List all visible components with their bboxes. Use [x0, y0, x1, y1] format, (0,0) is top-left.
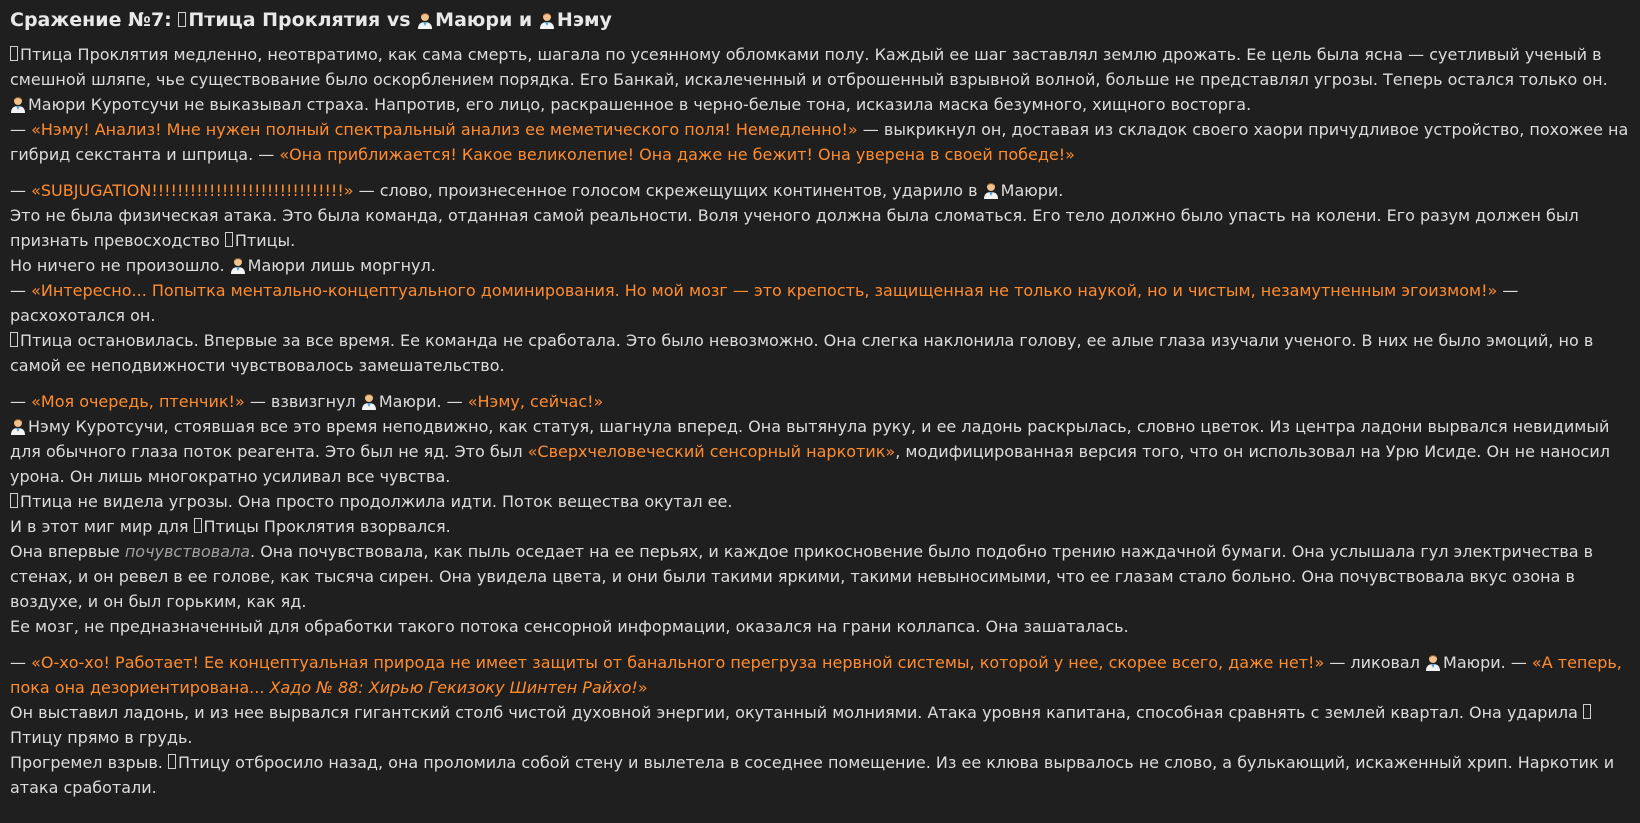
- scientist-icon: [10, 96, 26, 113]
- missing-glyph-icon: [168, 754, 176, 769]
- quote: «Нэму, сейчас!»: [467, 392, 604, 411]
- quote: «О-хо-хо! Работает! Ее концептуальная природа не имеет защиты от банального перегруза нервной системы, которой у нее, скорее всего, даже нет!»: [31, 653, 1325, 672]
- paragraph: Птица не видела угрозы. Она просто продолжила идти. Поток вещества окутал ее.: [10, 489, 1630, 514]
- paragraph: Это не была физическая атака. Это была команда, отданная самой реальности. Воля ученого должна была сломаться. Его тело должно было упасть на колени. Его разум должен был признать превосходство Птицы.: [10, 206, 1579, 250]
- scientist-icon: [230, 257, 246, 274]
- paragraph: — «О-хо-хо! Работает! Ее концептуальная природа не имеет защиты от банального перегруза нервной системы, которой у нее, скорее всего, даже нет!» — ликовал Маюри. — «А теперь, пока она дезориентирована... Хадо № 88: Хирью Гекизоку Шинтен Райхо!»: [10, 653, 1622, 697]
- missing-glyph-icon: [1583, 704, 1591, 719]
- paragraph: Ее мозг, не предназначенный для обработки такого потока сенсорной информации, оказался на грани коллапса. Она зашаталась.: [10, 617, 1129, 636]
- missing-glyph-icon: [10, 332, 18, 347]
- paragraph: Прогремел взрыв. Птицу отбросило назад, она проломила собой стену и вылетела в соседнее помещение. Из ее клюва вырвалось не слово, а булькающий, искаженный хрип. Наркотик и атака сработали.: [10, 753, 1615, 797]
- missing-glyph-icon: [178, 12, 186, 27]
- quote: «Нэму! Анализ! Мне нужен полный спектральный анализ ее меметического поля! Немедленно!»: [31, 120, 858, 139]
- paragraph: И в этот миг мир для Птицы Проклятия взорвался.: [10, 517, 451, 536]
- scientist-icon: [1425, 654, 1441, 671]
- paragraph: — «Нэму! Анализ! Мне нужен полный спектральный анализ ее меметического поля! Немедленно!» — выкрикнул он, доставая из складок своего хаори причудливое устройство, похожее на гибрид секстанта и шприца. — «Она приближается! Какое великолепие! Она даже не бежит! Она уверена в своей победе!»: [10, 120, 1629, 164]
- paragraph: Птица Проклятия медленно, неотвратимо, как сама смерть, шагала по усеянному обломками полу. Каждый ее шаг заставлял землю дрожать. Ее цель была ясна — суетливый ученый в смешной шляпе, чье существование было оскорблением порядка. Его Банкай, искалеченный и отброшенный взрывной волной, больше не представлял угрозы. Теперь остался только он.: [10, 45, 1608, 89]
- paragraph: — «Интересно... Попытка ментально-концептуального доминирования. Но мой мозг — это крепость, защищенная не только наукой, но и чистым, незамутненным эгоизмом!» — расхохотался он.: [10, 281, 1519, 325]
- quote: «Интересно... Попытка ментально-концептуального доминирования. Но мой мозг — это крепость, защищенная не только наукой, но и чистым, незамутненным эгоизмом!»: [31, 281, 1498, 300]
- quote: «А теперь, пока она дезориентирована...: [10, 653, 1622, 697]
- quote: «Она приближается! Какое великолепие! Она даже не бежит! Она уверена в своей победе!»: [279, 145, 1075, 164]
- paragraph: Птица остановилась. Впервые за все время. Ее команда не сработала. Это было невозможно. Она слегка наклонила голову, ее алые глаза изучали ученого. В них не было эмоций, но в самой ее неподвижности чувствовалось замешательство.: [10, 331, 1594, 375]
- missing-glyph-icon: [10, 46, 18, 61]
- missing-glyph-icon: [10, 493, 18, 508]
- paragraph: Нэму Куротсучи, стоявшая все это время неподвижно, как статуя, шагнула вперед. Она вытянула руку, и ее ладонь раскрылась, словно цветок. Из центра ладони вырвался невидимый для обычного глаза поток реагента. Это был не яд. Это был «Сверхчеловеческий сенсорный наркотик», модифицированная версия того, что он использовал на Урю Исиде. Он не наносил урона. Он лишь многократно усиливал все чувства.: [10, 417, 1610, 486]
- missing-glyph-icon: [225, 232, 233, 247]
- paragraph: Но ничего не произошло. Маюри лишь моргнул.: [10, 256, 436, 275]
- paragraph: — «SUBJUGATION!!!!!!!!!!!!!!!!!!!!!!!!!!!!!!» — слово, произнесенное голосом скрежещущих континентов, ударило в Маюри.: [10, 181, 1064, 200]
- quote: «SUBJUGATION!!!!!!!!!!!!!!!!!!!!!!!!!!!!!!»: [31, 181, 354, 200]
- scientist-icon: [417, 12, 433, 29]
- missing-glyph-icon: [194, 518, 202, 533]
- scientist-icon: [983, 182, 999, 199]
- paragraph: Маюри Куротсучи не выказывал страха. Напротив, его лицо, раскрашенное в черно-белые тона, исказила маска безумного, хищного восторга.: [10, 92, 1630, 117]
- paragraph: Она впервые почувствовала. Она почувствовала, как пыль оседает на ее перьях, и каждое прикосновение было подобно трению наждачной бумаги. Она услышала гул электричества в стенах, и он ревел в ее голове, как тысяча сирен. Она увидела цвета, и они были такими яркими, такими невыносимыми, что ее глазам стало больно. Она почувствовала вкус озона в воздухе, и он был горьким, как яд.: [10, 542, 1594, 611]
- page-title: Сражение №7: Птица Проклятия vs Маюри и Нэму: [10, 9, 612, 31]
- scientist-icon: [539, 12, 555, 29]
- paragraph: — «Моя очередь, птенчик!» — взвизгнул Маюри. — «Нэму, сейчас!»: [10, 392, 604, 411]
- scientist-icon: [10, 418, 26, 435]
- paragraph: Он выставил ладонь, и из нее вырвался гигантский столб чистой духовной энергии, окутанный молниями. Атака уровня капитана, способная сравнять с землей квартал. Она ударила Птицу прямо в грудь.: [10, 700, 1630, 750]
- emphasis: почувствовала: [124, 542, 251, 561]
- quote: »: [637, 678, 648, 697]
- quote: «Сверхчеловеческий сенсорный наркотик»: [527, 442, 896, 461]
- quote: «Моя очередь, птенчик!»: [31, 392, 245, 411]
- scientist-icon: [361, 393, 377, 410]
- quote-italic: Хадо № 88: Хирью Гекизоку Шинтен Райхо!: [269, 678, 638, 697]
